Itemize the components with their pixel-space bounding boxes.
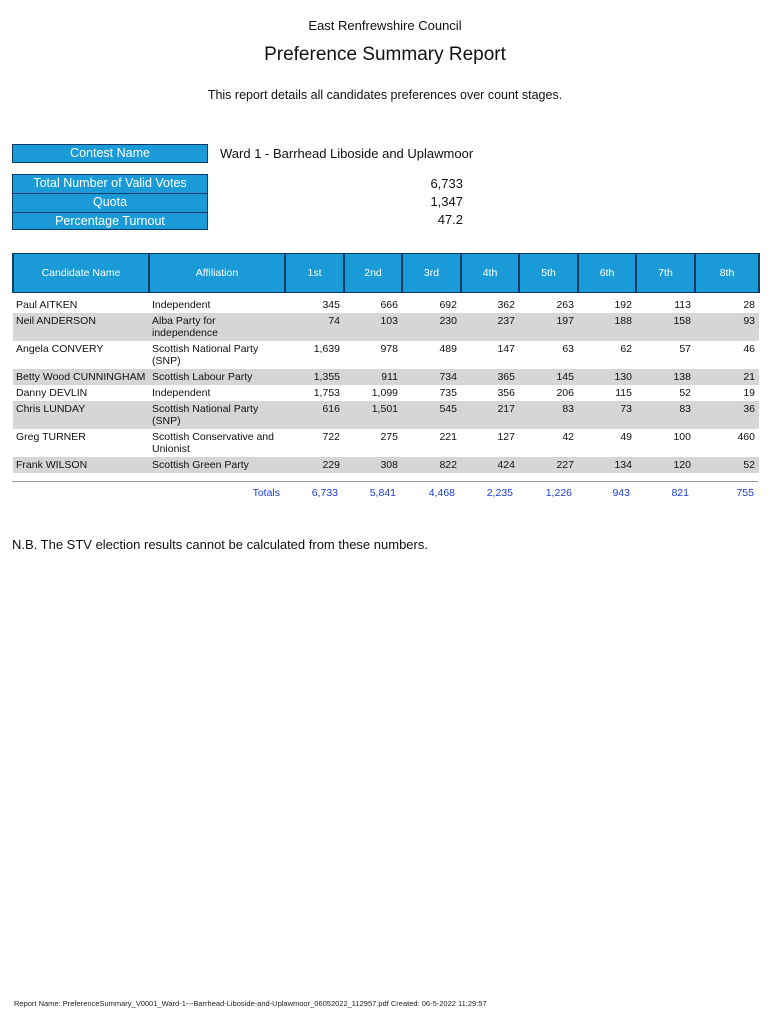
candidate-name: Angela CONVERY xyxy=(16,343,104,355)
preference-cell: 1,753 xyxy=(313,387,340,399)
preference-cell: 230 xyxy=(402,313,461,341)
preference-cell: 42 xyxy=(562,431,574,443)
preference-cell: 127 xyxy=(497,431,515,443)
preference-cell: 100 xyxy=(673,431,691,443)
preference-cell: 1,099 xyxy=(371,387,398,399)
preference-cell: 616 xyxy=(285,401,344,429)
total-5th: 1,226 xyxy=(545,487,572,499)
col-header-5th: 5th xyxy=(519,254,578,293)
preference-cell: 229 xyxy=(285,457,344,473)
report-footer: Report Name: PreferenceSummary_V0001_Ward-1---Barrhead-Liboside-and-Uplawmoor_06052022_112957.pdf Created: 06-5-2022 11:29:57 xyxy=(14,999,487,1008)
preference-cell: 145 xyxy=(519,369,578,385)
preference-cell: 52 xyxy=(695,457,759,473)
preference-cell: 93 xyxy=(695,313,759,341)
col-header-3rd: 3rd xyxy=(402,254,461,293)
table-row xyxy=(13,385,759,401)
preference-cell: 275 xyxy=(380,431,398,443)
preference-cell: 73 xyxy=(578,401,636,429)
quota-label: Quota xyxy=(13,193,207,212)
col-header-7th: 7th xyxy=(636,254,695,293)
preference-cell: 722 xyxy=(322,431,340,443)
preference-cell: 120 xyxy=(636,457,695,473)
preference-cell: 666 xyxy=(380,299,398,311)
preference-cell: 192 xyxy=(614,299,632,311)
preference-cell: 734 xyxy=(402,369,461,385)
preference-cell: 46 xyxy=(743,343,755,355)
preference-cell: 28 xyxy=(743,299,755,311)
col-header-affiliation: Affiliation xyxy=(149,254,285,293)
preference-cell: 103 xyxy=(344,313,402,341)
preference-cell: 74 xyxy=(285,313,344,341)
preference-cell: 489 xyxy=(439,343,457,355)
preference-cell: 237 xyxy=(461,313,519,341)
candidate-affiliation: Scottish Conservative and Unionist xyxy=(152,431,274,455)
preference-cell: 978 xyxy=(380,343,398,355)
candidate-affiliation: Scottish Labour Party xyxy=(149,369,285,385)
candidate-affiliation: Scottish Green Party xyxy=(149,457,285,473)
table-row xyxy=(13,341,759,369)
candidate-name: Frank WILSON xyxy=(13,457,149,473)
preference-cell: 1,355 xyxy=(285,369,344,385)
col-header-6th: 6th xyxy=(578,254,636,293)
table-row xyxy=(13,429,759,457)
valid-votes-label: Total Number of Valid Votes xyxy=(33,176,187,190)
candidate-name: Chris LUNDAY xyxy=(13,401,149,429)
preference-cell: 345 xyxy=(322,299,340,311)
preference-cell: 197 xyxy=(519,313,578,341)
stv-note: N.B. The STV election results cannot be calculated from these numbers. xyxy=(12,537,428,552)
total-8th: 755 xyxy=(736,487,754,499)
candidate-affiliation: Independent xyxy=(152,299,211,311)
col-header-candidate: Candidate Name xyxy=(13,254,149,293)
valid-votes-value: 6,733 xyxy=(430,176,463,191)
contest-name-label: Contest Name xyxy=(12,144,208,163)
total-6th: 943 xyxy=(612,487,630,499)
preference-cell: 308 xyxy=(344,457,402,473)
table-row xyxy=(13,297,759,313)
preference-cell: 227 xyxy=(519,457,578,473)
preference-cell: 822 xyxy=(402,457,461,473)
total-3rd: 4,468 xyxy=(428,487,455,499)
candidate-name: Greg TURNER xyxy=(16,431,86,443)
preference-cell: 57 xyxy=(679,343,691,355)
table-header-row xyxy=(13,254,759,293)
col-header-2nd: 2nd xyxy=(344,254,402,293)
preference-cell: 62 xyxy=(620,343,632,355)
table-body xyxy=(13,293,759,474)
candidate-affiliation: Alba Party for independence xyxy=(149,313,285,341)
preference-cell: 158 xyxy=(636,313,695,341)
table-row xyxy=(13,457,759,473)
preference-cell: 735 xyxy=(439,387,457,399)
preference-cell: 83 xyxy=(519,401,578,429)
preference-cell: 52 xyxy=(679,387,691,399)
candidate-name: Paul AITKEN xyxy=(16,299,78,311)
col-header-8th: 8th xyxy=(695,254,759,293)
preference-cell: 21 xyxy=(695,369,759,385)
preference-cell: 217 xyxy=(461,401,519,429)
total-7th: 821 xyxy=(671,487,689,499)
total-4th: 2,235 xyxy=(486,487,513,499)
preference-cell: 206 xyxy=(556,387,574,399)
candidate-affiliation: Scottish National Party (SNP) xyxy=(149,401,285,429)
table-row xyxy=(13,313,759,341)
table-row xyxy=(13,369,759,385)
preference-cell: 63 xyxy=(562,343,574,355)
col-header-4th: 4th xyxy=(461,254,519,293)
turnout-value: 47.2 xyxy=(437,212,463,227)
preference-cell: 545 xyxy=(402,401,461,429)
total-2nd: 5,841 xyxy=(369,487,396,499)
preference-cell: 138 xyxy=(636,369,695,385)
quota-value: 1,347 xyxy=(430,194,463,209)
candidate-name: Betty Wood CUNNINGHAM xyxy=(13,369,149,385)
preference-cell: 36 xyxy=(695,401,759,429)
total-1st: 6,733 xyxy=(311,487,338,499)
preference-cell: 147 xyxy=(497,343,515,355)
preference-cell: 83 xyxy=(636,401,695,429)
preference-cell: 188 xyxy=(578,313,636,341)
totals-label: Totals xyxy=(252,487,280,499)
preference-cell: 130 xyxy=(578,369,636,385)
preference-table xyxy=(12,253,760,473)
preference-cell: 1,501 xyxy=(344,401,402,429)
preference-cell: 1,639 xyxy=(313,343,340,355)
preference-cell: 911 xyxy=(344,369,402,385)
report-intro: This report details all candidates preferences over count stages. xyxy=(207,88,563,102)
totals-divider xyxy=(12,481,758,482)
candidate-name: Neil ANDERSON xyxy=(13,313,149,341)
turnout-label: Percentage Turnout xyxy=(13,212,207,231)
preference-cell: 221 xyxy=(439,431,457,443)
report-title: Preference Summary Report xyxy=(264,44,506,65)
preference-cell: 49 xyxy=(620,431,632,443)
preference-cell: 356 xyxy=(497,387,515,399)
preference-cell: 362 xyxy=(497,299,515,311)
candidate-affiliation: Independent xyxy=(152,387,211,399)
preference-cell: 460 xyxy=(737,431,755,443)
council-name: East Renfrewshire Council xyxy=(308,18,462,33)
preference-cell: 113 xyxy=(674,299,691,311)
col-header-1st: 1st xyxy=(285,254,344,293)
preference-cell: 424 xyxy=(461,457,519,473)
preference-cell: 365 xyxy=(461,369,519,385)
table-row xyxy=(13,401,759,429)
preference-cell: 263 xyxy=(556,299,574,311)
contest-name-value: Ward 1 - Barrhead Liboside and Uplawmoor xyxy=(220,146,474,161)
preference-cell: 692 xyxy=(439,299,457,311)
preference-cell: 134 xyxy=(578,457,636,473)
stats-label-box xyxy=(12,174,208,230)
candidate-affiliation: Scottish National Party (SNP) xyxy=(152,343,259,367)
preference-cell: 115 xyxy=(615,387,632,399)
candidate-name: Danny DEVLIN xyxy=(16,387,88,399)
preference-cell: 19 xyxy=(743,387,755,399)
